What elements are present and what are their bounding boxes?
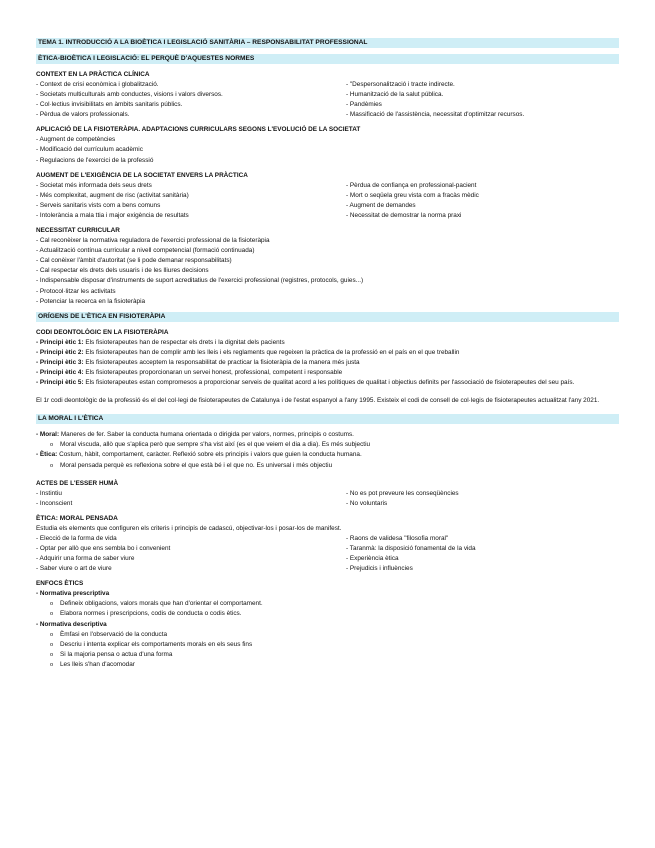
- principle-text: Els fisioterapeutes han de complir amb les lleis i els reglaments que regeixen la pràctica de la professió en el país en el que treballin: [83, 348, 460, 356]
- subheading-aplicacio: APLICACIÓ DE LA FISIOTERÀPIA. ADAPTACIONS CURRICULARS SEGONS L'EVOLUCIÓ DE LA SOCIETAT: [36, 126, 361, 134]
- moral-pensada-intro: Estudia els elements que configuren els criteris i principis de cadascú, objectivar-los i posar-los de manifest.: [36, 524, 342, 532]
- list-item: - Més complexitat, augment de risc (activitat sanitària): [36, 191, 189, 199]
- list-item: - Augment de demandes: [346, 201, 416, 209]
- list-item: - Context de crisi econòmica i globalització.: [36, 81, 159, 88]
- principle-text: Els fisioterapeutes estan compromesos a proporcionar serveis de qualitat acord a les polítiques de qualitat i objectius definits per l'associació de fisioterapeutes del seu país.: [83, 379, 575, 387]
- list-item: - Col·lectius invisibilitats en àmbits sanitaris públics.: [36, 101, 183, 109]
- principle-label: - Principi ètic 4:: [36, 368, 84, 376]
- codi-paragraph: El 1r codi deontològic de la professió és el del col·legi de fisioterapeutes de Catalunya i de l'estat espanyol a l'any 1995. Existeix el codi de consell de col·legis de fisioterapeutes actualitzat l'any 2021.: [36, 397, 600, 405]
- subheading-codi: CODI DEONTOLÒGIC EN LA FISIOTERÀPIA: [36, 328, 169, 336]
- list-item: - Massificació de l'assistència, necessitat d'optimitzar recursos.: [346, 111, 525, 119]
- section-header-moral-pensada: ÈTICA: MORAL PENSADA: [36, 514, 619, 524]
- list-item: o Si la majoria pensa o actua d'una forma: [36, 650, 619, 660]
- descriptiva-label: - Normativa descriptiva: [36, 620, 107, 628]
- list-item: - No es pot preveure les conseqüències: [346, 489, 459, 497]
- list-item: - Experiència ètica: [346, 555, 399, 563]
- list-item: - Actualització contínua curricular a nivell competencial (formació continuada): [36, 247, 255, 255]
- list-item: o Descriu i intenta explicar els comportaments morals en els seus fins: [36, 640, 619, 650]
- moral-definition: [36, 430, 619, 440]
- list-item: - Indispensable disposar d'instruments de suport acreditatius de l'exercici professional (registres, protocols, guies...): [36, 277, 364, 285]
- list-item: - Modificació del currículum acadèmic: [36, 146, 143, 154]
- moral-subitem: o Moral viscuda, allò que s'aplica però que sempre s'ha vist així (es el que veiem el dia a dia). Es més subjectiu: [36, 440, 619, 450]
- list-item: - Societat més informada dels seus drets: [36, 181, 152, 189]
- principle-item: [36, 378, 619, 388]
- list-item: - Instintiu: [36, 489, 62, 497]
- principle-item: [36, 348, 619, 358]
- subheading-actes: ACTES DE L'ESSER HUMÀ: [36, 479, 119, 487]
- list-item: - Mort o seqüela greu vista com a fracàs mèdic: [346, 191, 479, 199]
- list-item: - Cal conèixer l'àmbit d'autoritat (se li pode demanar responsabilitats): [36, 257, 232, 265]
- etica-text: Costum, hàbit, comportament, caràcter. Reflexió sobre els principis i valors que guien la conducta humana.: [57, 451, 362, 459]
- subheading-context: CONTEXT EN LA PRÀCTICA CLÍNICA: [36, 71, 150, 78]
- list-item: o Defineix obligacions, valors morals que han d'orientar el comportament.: [36, 599, 619, 609]
- moral-text: Maneres de fer. Saber la conducta humana orientada o dirigida per valors, normes, principis o costums.: [59, 431, 354, 439]
- list-item: - Humanització de la salut pública.: [346, 91, 444, 99]
- list-item: - Societats multiculturals amb conductes, visions i valors diversos.: [36, 91, 223, 99]
- section-header-origens: ORÍGENS DE L'ÈTICA EN FISIOTERÀPIA: [36, 312, 619, 322]
- list-item: - Inconscient: [36, 499, 73, 507]
- list-item: - Saber viure o art de viure: [36, 565, 112, 573]
- principle-text: Els fisioterapeutes proporcionaran un servei honest, professional, competent i responsable: [83, 368, 343, 376]
- section-header-etica-bioetica: ÈTICA-BIOÈTICA I LEGISLACIÓ: EL PERQUÈ D'AQUESTES NORMES: [36, 54, 619, 64]
- list-item: - Taranmà: la disposició fonamental de la vida: [346, 545, 476, 552]
- principle-item: [36, 338, 619, 348]
- prescriptiva-label: - Normativa prescriptiva: [36, 590, 110, 598]
- etica-label: - Ètica:: [36, 451, 58, 459]
- list-item: - Cal respectar els drets dels usuaris i de les lliures decisions: [36, 267, 209, 275]
- etica-definition: [36, 450, 619, 460]
- list-item: - Potenciar la recerca en la fisioteràpia: [36, 297, 146, 305]
- list-item: o Les lleis s'han d'acomodar: [36, 660, 619, 670]
- principle-text: Els fisioterapeutes han de respectar els drets i la dignitat dels pacients: [83, 338, 285, 346]
- list-item: - Regulacions de l'exercici de la professió: [36, 156, 154, 164]
- principle-label: - Principi ètic 1:: [36, 338, 84, 346]
- principle-item: [36, 368, 619, 378]
- list-item: - Elecció de la forma de vida: [36, 534, 117, 542]
- list-item: o Èmfasi en l'observació de la conducta: [36, 630, 619, 640]
- list-item: o Elabora normes i prescripcions, codis de conducta o codis ètics.: [36, 609, 619, 619]
- principle-label: - Principi ètic 2:: [36, 348, 84, 356]
- subheading-enfocs: ENFOCS ÈTICS: [36, 580, 84, 588]
- list-item: - Adquirir una forma de saber viure: [36, 555, 135, 563]
- list-item: - Cal reconèixer la normativa reguladora de l'exercici professional de la fisioteràpia: [36, 237, 270, 245]
- moral-label: - Moral:: [36, 431, 60, 439]
- context-columns: [36, 80, 619, 120]
- list-item: - Intolerància a mala ttia i major exigència de resultats: [36, 211, 189, 219]
- list-item: - No voluntaris: [346, 499, 388, 507]
- list-item: - Pèrdua de valors professionals.: [36, 111, 130, 119]
- moral-pensada-columns: [36, 534, 619, 574]
- list-item: - Optar per allò que ens sembla bo i convenient: [36, 545, 171, 552]
- list-item: - Pandèmies: [346, 101, 382, 109]
- list-item: - Augment de competències: [36, 136, 116, 144]
- document-title: TEMA 1. INTRODUCCIÓ A LA BIOÈTICA I LEGISLACIÓ SANITÀRIA – RESPONSABILITAT PROFESSIONAL: [36, 38, 619, 48]
- list-item: - Prejudicis i influències: [346, 565, 413, 573]
- list-item: - Serveis sanitaris vists com a bens comuns: [36, 201, 161, 209]
- section-header-moral-etica: LA MORAL I L'ÈTICA: [36, 414, 619, 424]
- principle-label: - Principi ètic 3:: [36, 358, 84, 366]
- actes-columns: [36, 489, 619, 509]
- principle-label: - Principi ètic 5:: [36, 379, 84, 387]
- subheading-augment: AUGMENT DE L'EXIGÈNCIA DE LA SOCIETAT ENVERS LA PRÀCTICA: [36, 171, 248, 179]
- list-item: - Raons de validesa "filosofia moral": [346, 534, 449, 542]
- principle-item: [36, 358, 619, 368]
- list-item: - "Despersonalització i tracte indirecte.: [346, 81, 455, 88]
- augment-columns: [36, 181, 619, 221]
- list-item: - Necessitat de demostrar la norma praxi: [346, 211, 462, 219]
- etica-subitem: o Moral pensada perquè es reflexiona sobre el que està bé i el que no. Es universal i més objectiu: [36, 461, 619, 471]
- list-item: - Protocol·litzar les activitats: [36, 287, 116, 295]
- list-item: - Pèrdua de confiança en professional-pacient: [346, 181, 477, 189]
- principle-text: Els fisioterapeutes acceptem la responsabilitat de practicar la fisioteràpia de la manera més justa: [83, 358, 360, 366]
- subheading-necessitat: NECESSITAT CURRICULAR: [36, 227, 120, 235]
